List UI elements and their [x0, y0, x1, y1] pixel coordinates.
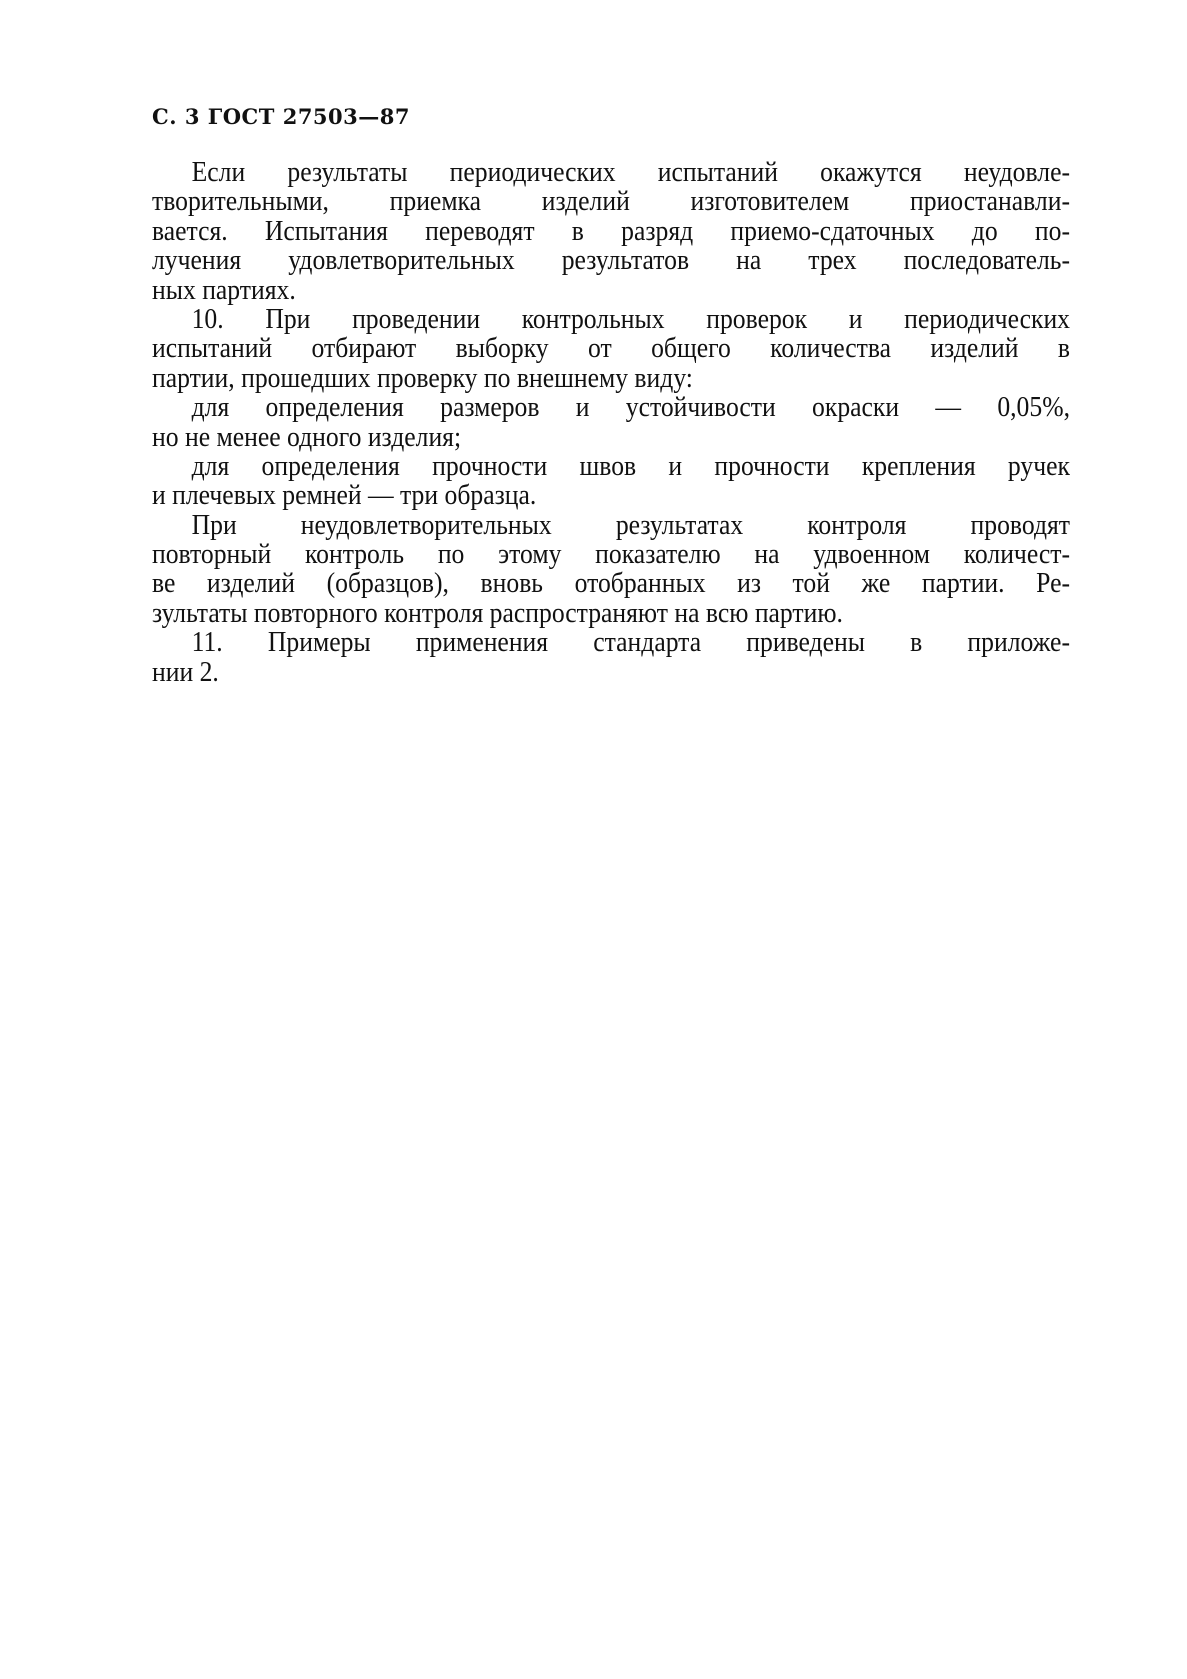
text-line: и плечевых ремней — три образца. — [152, 480, 537, 512]
paragraph-sizes-color — [152, 393, 1070, 452]
text-line: лучения удовлетворительных результатов на трех последователь- — [152, 245, 1070, 277]
text-line: 10. При проведении контрольных проверок и периодических — [191, 303, 1071, 335]
paragraph-item-10 — [152, 305, 1070, 393]
text-line: но не менее одного изделия; — [152, 421, 462, 453]
text-line: вается. Испытания переводят в разряд приемо-сдаточных до по- — [152, 215, 1070, 247]
text-line: испытаний отбирают выборку от общего количества изделий в — [152, 333, 1070, 365]
paragraph-repeat-control — [152, 511, 1070, 629]
text-line: Если результаты периодических испытаний окажутся неудовле- — [191, 157, 1071, 188]
text-line: повторный контроль по этому показателю на удвоенном количест- — [152, 539, 1070, 571]
paragraph-seams-strength — [152, 452, 1070, 511]
document-body — [152, 158, 1070, 687]
text-line: для определения прочности швов и прочности крепления ручек — [191, 450, 1071, 482]
text-line: нии 2. — [152, 656, 219, 688]
text-line: ных партиях. — [152, 274, 296, 306]
text-line: творительными, приемка изделий изготовителем приостанавли- — [152, 186, 1070, 218]
text-line: 11. Примеры применения стандарта приведены в приложе- — [191, 627, 1071, 659]
text-line: зультаты повторного контроля распространяют на всю партию. — [152, 597, 843, 629]
text-line: При неудовлетворительных результатах контроля проводят — [191, 509, 1071, 541]
text-line: для определения размеров и устойчивости окраски — 0,05%, — [191, 392, 1071, 424]
page-header: С. 3 ГОСТ 27503—87 — [152, 104, 410, 129]
text-line: ве изделий (образцов), вновь отобранных из той же партии. Ре- — [152, 568, 1070, 600]
text-line: партии, прошедших проверку по внешнему виду: — [152, 362, 693, 394]
paragraph-item-11 — [152, 628, 1070, 687]
paragraph-periodic-tests-failure — [152, 158, 1070, 305]
